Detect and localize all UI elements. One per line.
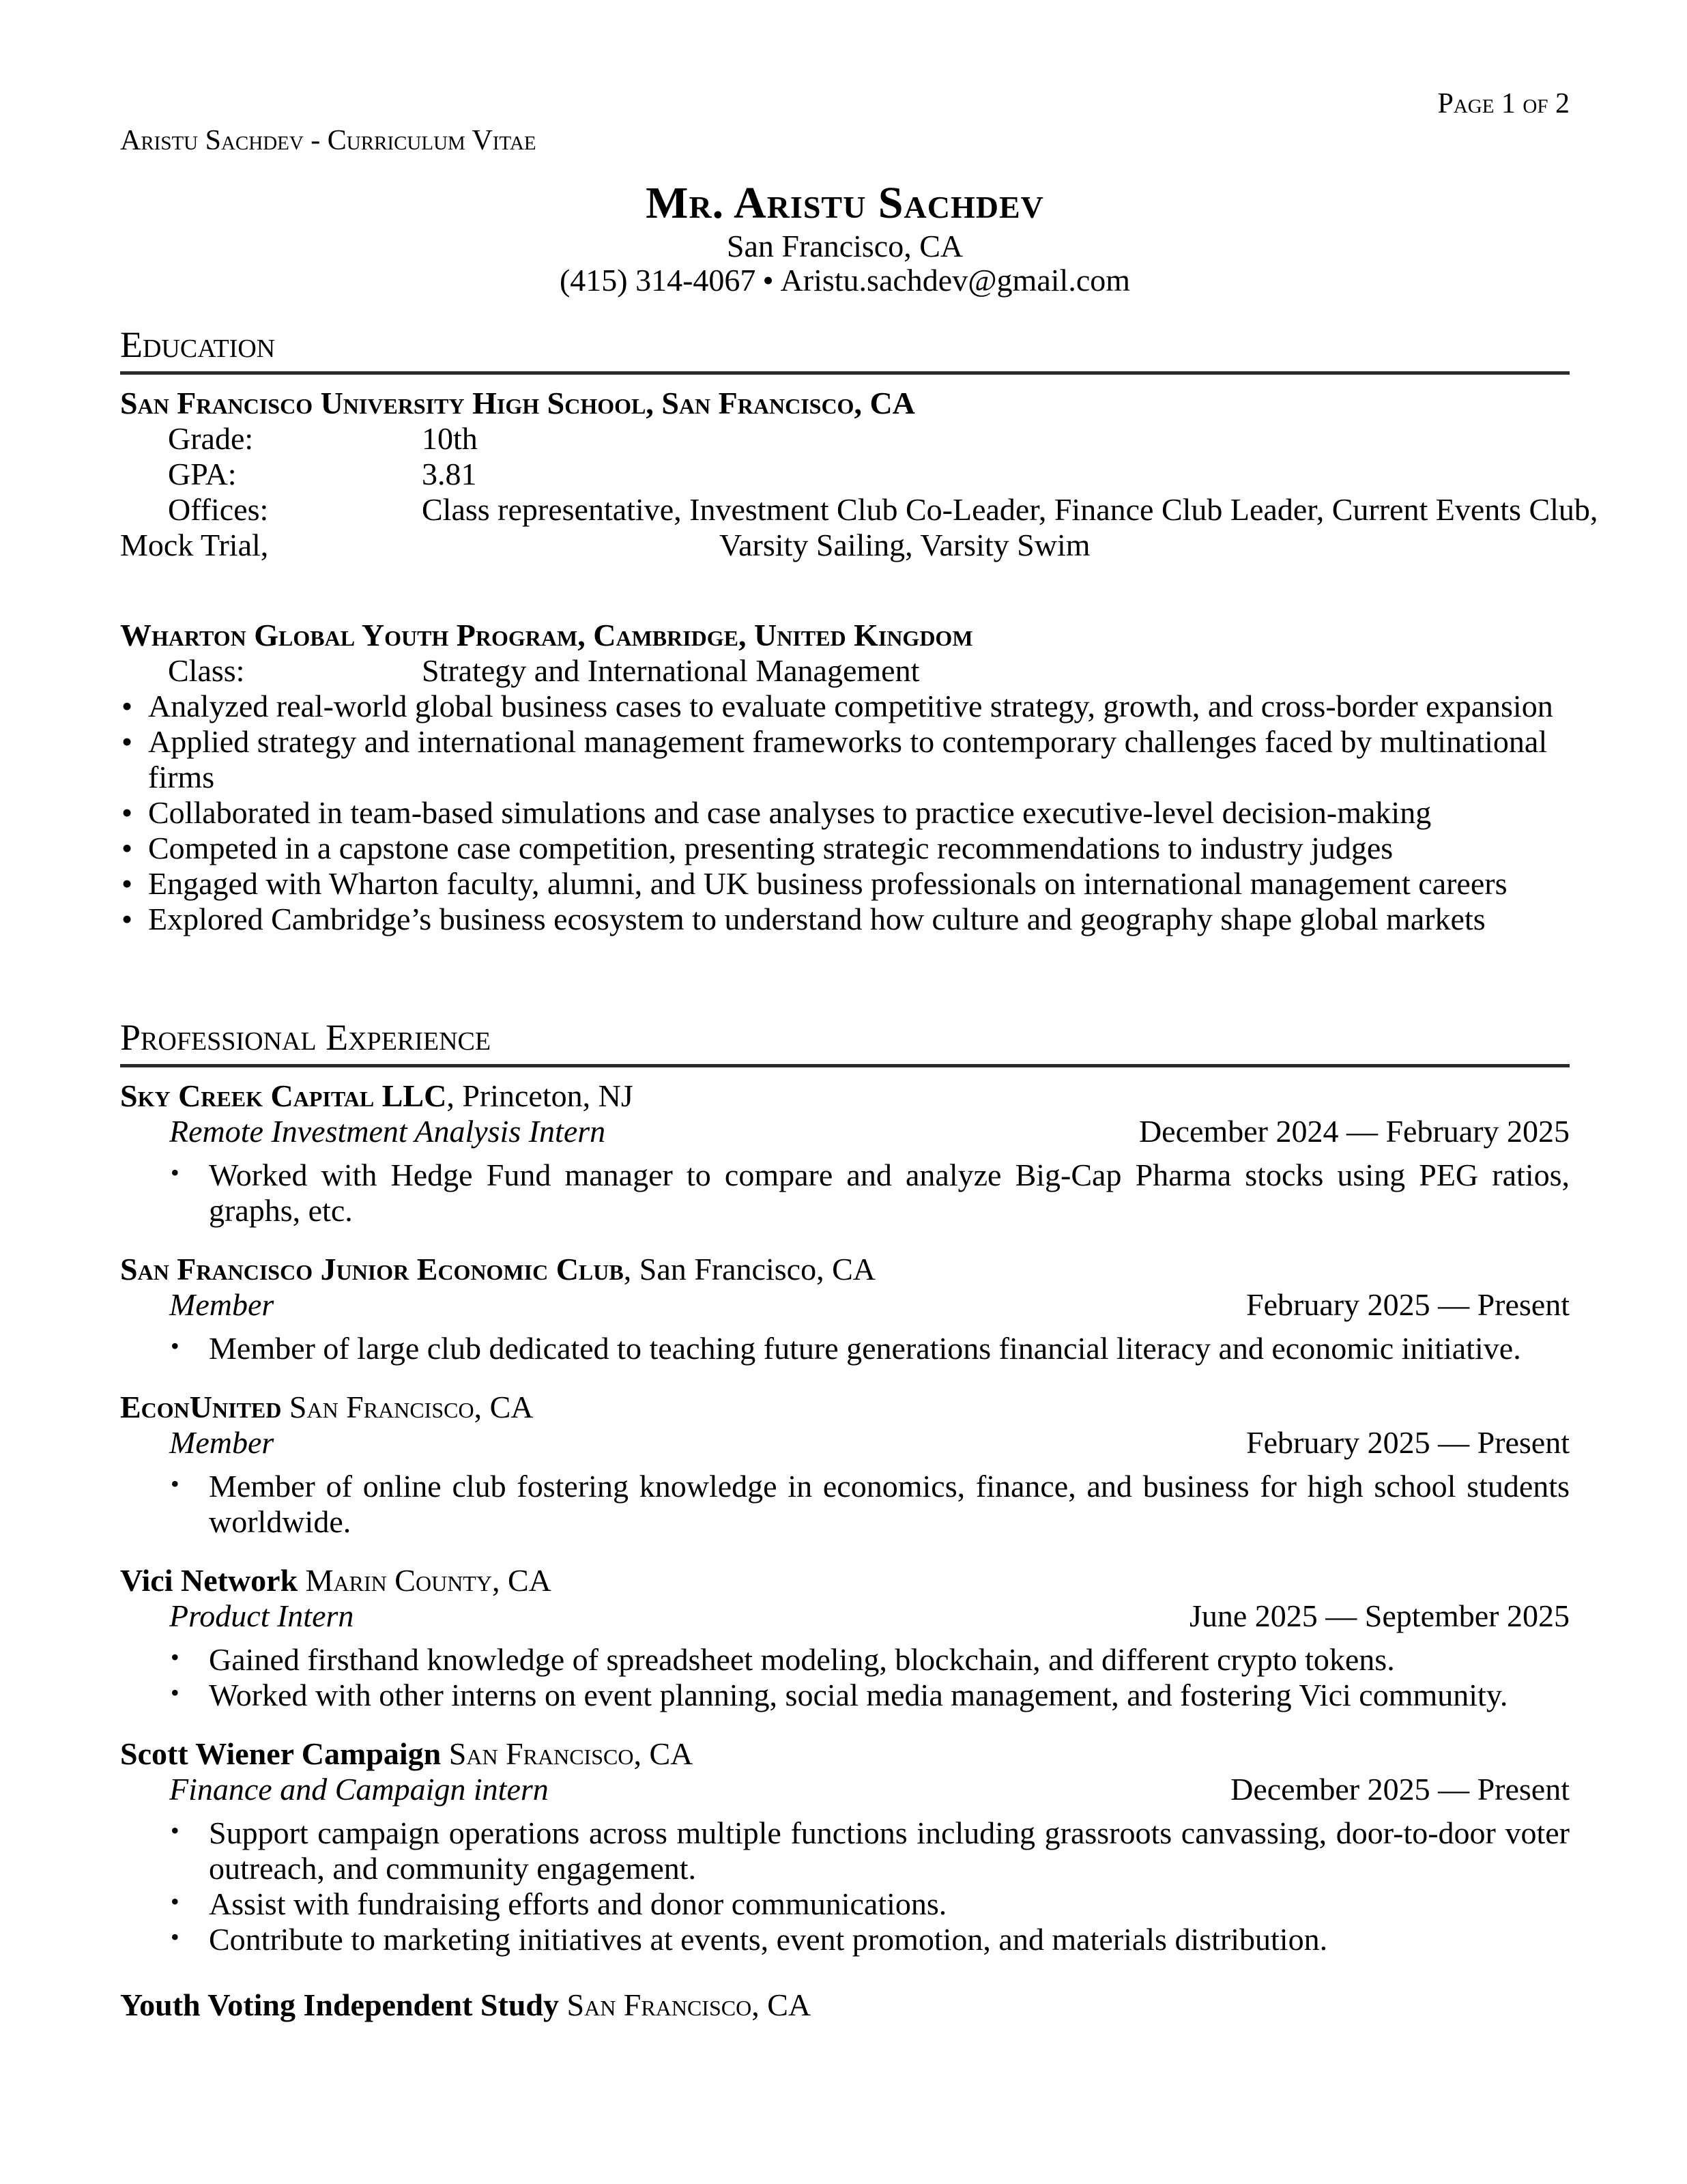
running-header: Aristu Sachdev - Curriculum Vitae [120, 125, 536, 156]
class-label: Class: [168, 653, 245, 688]
job-title: Remote Investment Analysis Intern [169, 1114, 606, 1149]
experience-entry [120, 1390, 1570, 1540]
experience-entry [120, 1252, 1570, 1366]
company-line [120, 1736, 1570, 1772]
bullet-text: Analyzed real-world global business cases to evaluate competitive strategy, growth, and cross-border expansion [148, 689, 1553, 723]
company-location: , San Francisco, CA [623, 1252, 876, 1287]
offices-continued-row [120, 528, 1570, 563]
bullet-item [120, 902, 1570, 937]
role-row [120, 1598, 1570, 1634]
company-line [120, 1563, 1570, 1598]
company-line [120, 1252, 1570, 1287]
job-bullet-list [120, 1469, 1570, 1540]
bullet-text: Engaged with Wharton faculty, alumni, and UK business professionals on international management careers [148, 866, 1508, 901]
bullet-text: Applied strategy and international management frameworks to contemporary challenges faced by multinational firms [148, 724, 1548, 794]
bullet-item [120, 866, 1570, 902]
bullet-separator-icon: • [762, 263, 774, 298]
program-bullet-list [120, 689, 1570, 937]
person-name: Mr. Aristu Sachdev [646, 178, 1044, 228]
bullet-text: Collaborated in team-based simulations and case analyses to practice executive-level decision-making [148, 795, 1432, 830]
company-line [120, 1078, 1570, 1114]
bullet-text: Member of online club fostering knowledge in economics, finance, and business for high school students worldwide. [209, 1469, 1570, 1539]
gpa-row [120, 457, 1570, 492]
job-bullet-list [120, 1158, 1570, 1228]
offices-continued-left: Mock Trial, [120, 528, 269, 562]
bullet-item [120, 1642, 1570, 1678]
page-number: Page 1 of 2 [1437, 88, 1570, 119]
grade-label: Grade: [168, 421, 254, 456]
bullet-item [120, 1922, 1570, 1957]
experience-entry [120, 1736, 1570, 1957]
company-location: Marin County, CA [298, 1563, 551, 1598]
job-title: Product Intern [169, 1598, 354, 1633]
gpa-value: 3.81 [422, 457, 477, 491]
job-title: Member [169, 1425, 274, 1460]
experience-entry [120, 1563, 1570, 1713]
job-dates: June 2025 — September 2025 [1189, 1598, 1570, 1633]
bullet-text: Gained firsthand knowledge of spreadsheet modeling, blockchain, and different crypto tokens. [209, 1642, 1395, 1677]
company-location: , Princeton, NJ [446, 1078, 633, 1113]
bullet-item [120, 831, 1570, 866]
company-name: Vici Network [120, 1563, 298, 1598]
job-dates: February 2025 — Present [1246, 1287, 1570, 1322]
offices-continued-center: Varsity Sailing, Varsity Swim [719, 528, 1091, 562]
role-row [120, 1772, 1570, 1807]
bullet-text: Contribute to marketing initiatives at events, event promotion, and materials distribution. [209, 1922, 1328, 1957]
class-row [120, 653, 1570, 689]
bullet-text: Assist with fundraising efforts and donor communications. [209, 1886, 947, 1921]
offices-label: Offices: [168, 492, 269, 527]
email-address: Aristu.sachdev@gmail.com [780, 263, 1131, 298]
bullet-item [120, 1158, 1570, 1228]
company-location: San Francisco, CA [281, 1390, 534, 1424]
company-name: Scott Wiener Campaign [120, 1736, 442, 1771]
bullet-item [120, 1815, 1570, 1886]
offices-row [120, 492, 1598, 528]
job-bullet-list [120, 1642, 1570, 1713]
gpa-label: GPA: [168, 457, 237, 491]
role-row [120, 1425, 1570, 1461]
job-dates: February 2025 — Present [1246, 1425, 1570, 1460]
bullet-item [120, 1331, 1570, 1366]
company-line [120, 1390, 1570, 1425]
company-name: Youth Voting Independent Study [120, 1987, 559, 2022]
section-heading-education: Education [120, 325, 1570, 375]
company-location: San Francisco, CA [441, 1736, 693, 1771]
job-title: Finance and Campaign intern [169, 1772, 549, 1807]
grade-value: 10th [422, 421, 478, 456]
bullet-text: Explored Cambridge’s business ecosystem to understand how culture and geography shape global markets [148, 902, 1486, 936]
phone-number: (415) 314-4067 [559, 263, 756, 298]
experience-entry [120, 1078, 1570, 1228]
grade-row [120, 421, 1570, 457]
company-name: Sky Creek Capital LLC [120, 1078, 447, 1113]
bullet-item [120, 1886, 1570, 1922]
experience-entry [120, 1987, 1570, 2023]
job-bullet-list [120, 1331, 1570, 1366]
bullet-item [120, 724, 1570, 795]
bullet-item [120, 689, 1570, 724]
program-name: Wharton Global Youth Program, Cambridge, United Kingdom [120, 618, 973, 652]
bullet-text: Support campaign operations across multiple functions including grassroots canvassing, door-to-door voter outreach, and community engagement. [209, 1815, 1570, 1886]
bullet-item [120, 1678, 1570, 1713]
offices-value: Class representative, Investment Club Co-Leader, Finance Club Leader, Current Events Club, [422, 492, 1598, 527]
job-title: Member [169, 1287, 274, 1322]
job-dates: December 2025 — Present [1230, 1772, 1570, 1807]
bullet-text: Competed in a capstone case competition, presenting strategic recommendations to industry judges [148, 831, 1394, 865]
school-name: San Francisco University High School, San Francisco, CA [120, 386, 915, 420]
job-bullet-list [120, 1815, 1570, 1957]
contact-line [120, 263, 1570, 298]
role-row [120, 1287, 1570, 1323]
bullet-text: Member of large club dedicated to teaching future generations financial literacy and economic initiative. [209, 1331, 1521, 1366]
bullet-text: Worked with Hedge Fund manager to compare and analyze Big-Cap Pharma stocks using PEG ratios, graphs, etc. [209, 1158, 1570, 1228]
company-name: San Francisco Junior Economic Club [120, 1252, 624, 1287]
job-dates: December 2024 — February 2025 [1138, 1114, 1570, 1149]
person-location: San Francisco, CA [726, 229, 964, 263]
section-heading-experience: Professional Experience [120, 1018, 1570, 1067]
bullet-item [120, 795, 1570, 831]
class-value: Strategy and International Management [422, 653, 920, 688]
bullet-text: Worked with other interns on event planning, social media management, and fostering Vici community. [209, 1678, 1508, 1712]
bullet-item [120, 1469, 1570, 1540]
role-row [120, 1114, 1570, 1149]
company-line [120, 1987, 1570, 2023]
company-location: San Francisco, CA [559, 1987, 811, 2022]
company-name: EconUnited [120, 1390, 282, 1424]
